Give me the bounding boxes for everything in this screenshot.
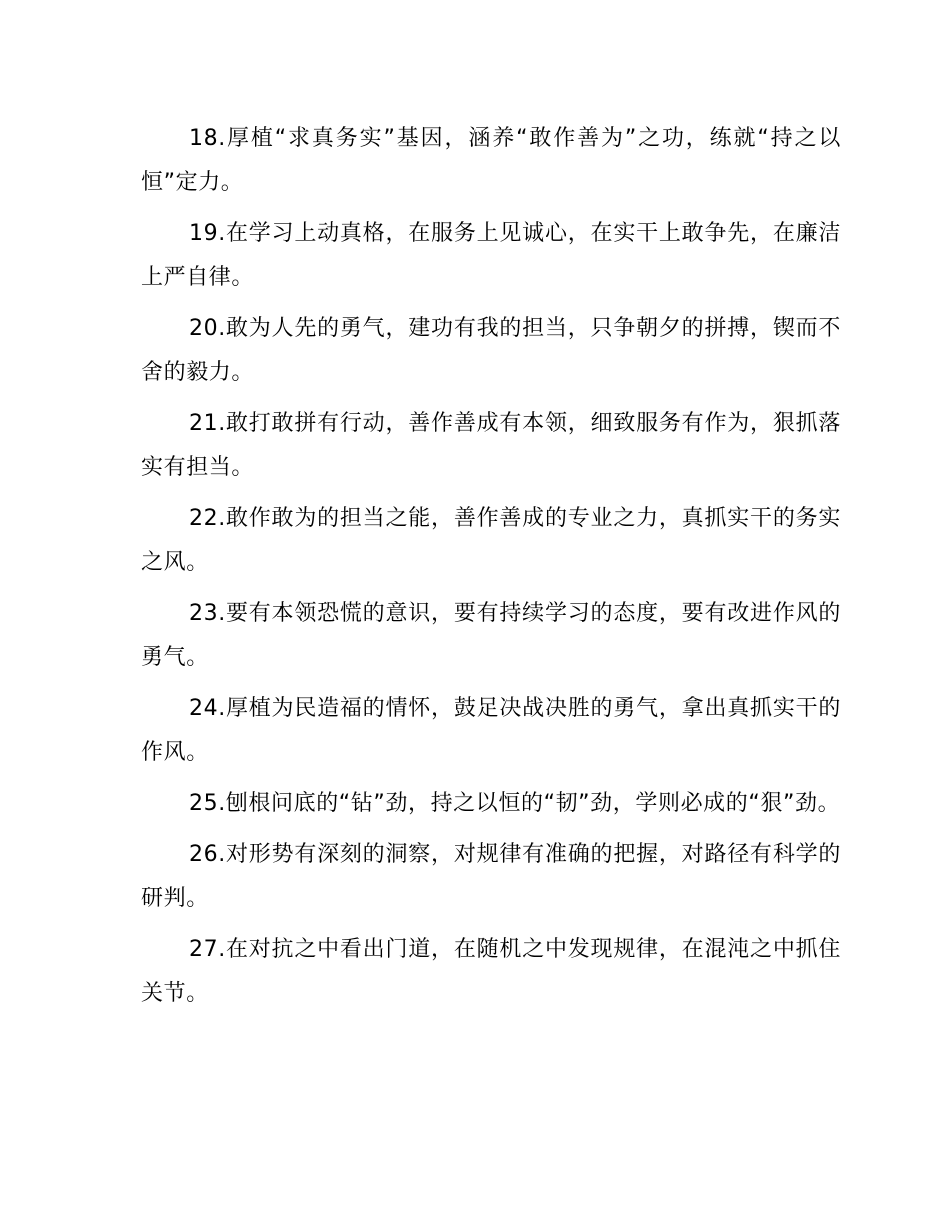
- paragraph-18: 18.厚植“求真务实”基因，涵养“敢作善为”之功，练就“持之以恒”定力。: [141, 126, 841, 195]
- document-body: [141, 117, 841, 1023]
- paragraph-25: 25.刨根问底的“钻”劲，持之以恒的“韧”劲，学则必成的“狠”劲。: [189, 791, 841, 816]
- paragraph-24: 24.厚植为民造福的情怀，鼓足决战决胜的勇气，拿出真抓实干的作风。: [141, 696, 841, 765]
- paragraph-19: 19.在学习上动真格，在服务上见诚心，在实干上敢争先，在廉洁上严自律。: [141, 221, 841, 290]
- paragraph-26: 26.对形势有深刻的洞察，对规律有准确的把握，对路径有科学的研判。: [141, 842, 841, 911]
- paragraph-22: 22.敢作敢为的担当之能，善作善成的专业之力，真抓实干的务实之风。: [141, 506, 841, 575]
- paragraph-21: 21.敢打敢拼有行动，善作善成有本领，细致服务有作为，狠抓落实有担当。: [141, 411, 841, 480]
- paragraph-23: 23.要有本领恐慌的意识，要有持续学习的态度，要有改进作风的勇气。: [141, 601, 841, 670]
- paragraph-20: 20.敢为人先的勇气，建功有我的担当，只争朝夕的拼搏，锲而不舍的毅力。: [141, 316, 841, 385]
- paragraph-27: 27.在对抗之中看出门道，在随机之中发现规律，在混沌之中抓住关节。: [141, 937, 841, 1006]
